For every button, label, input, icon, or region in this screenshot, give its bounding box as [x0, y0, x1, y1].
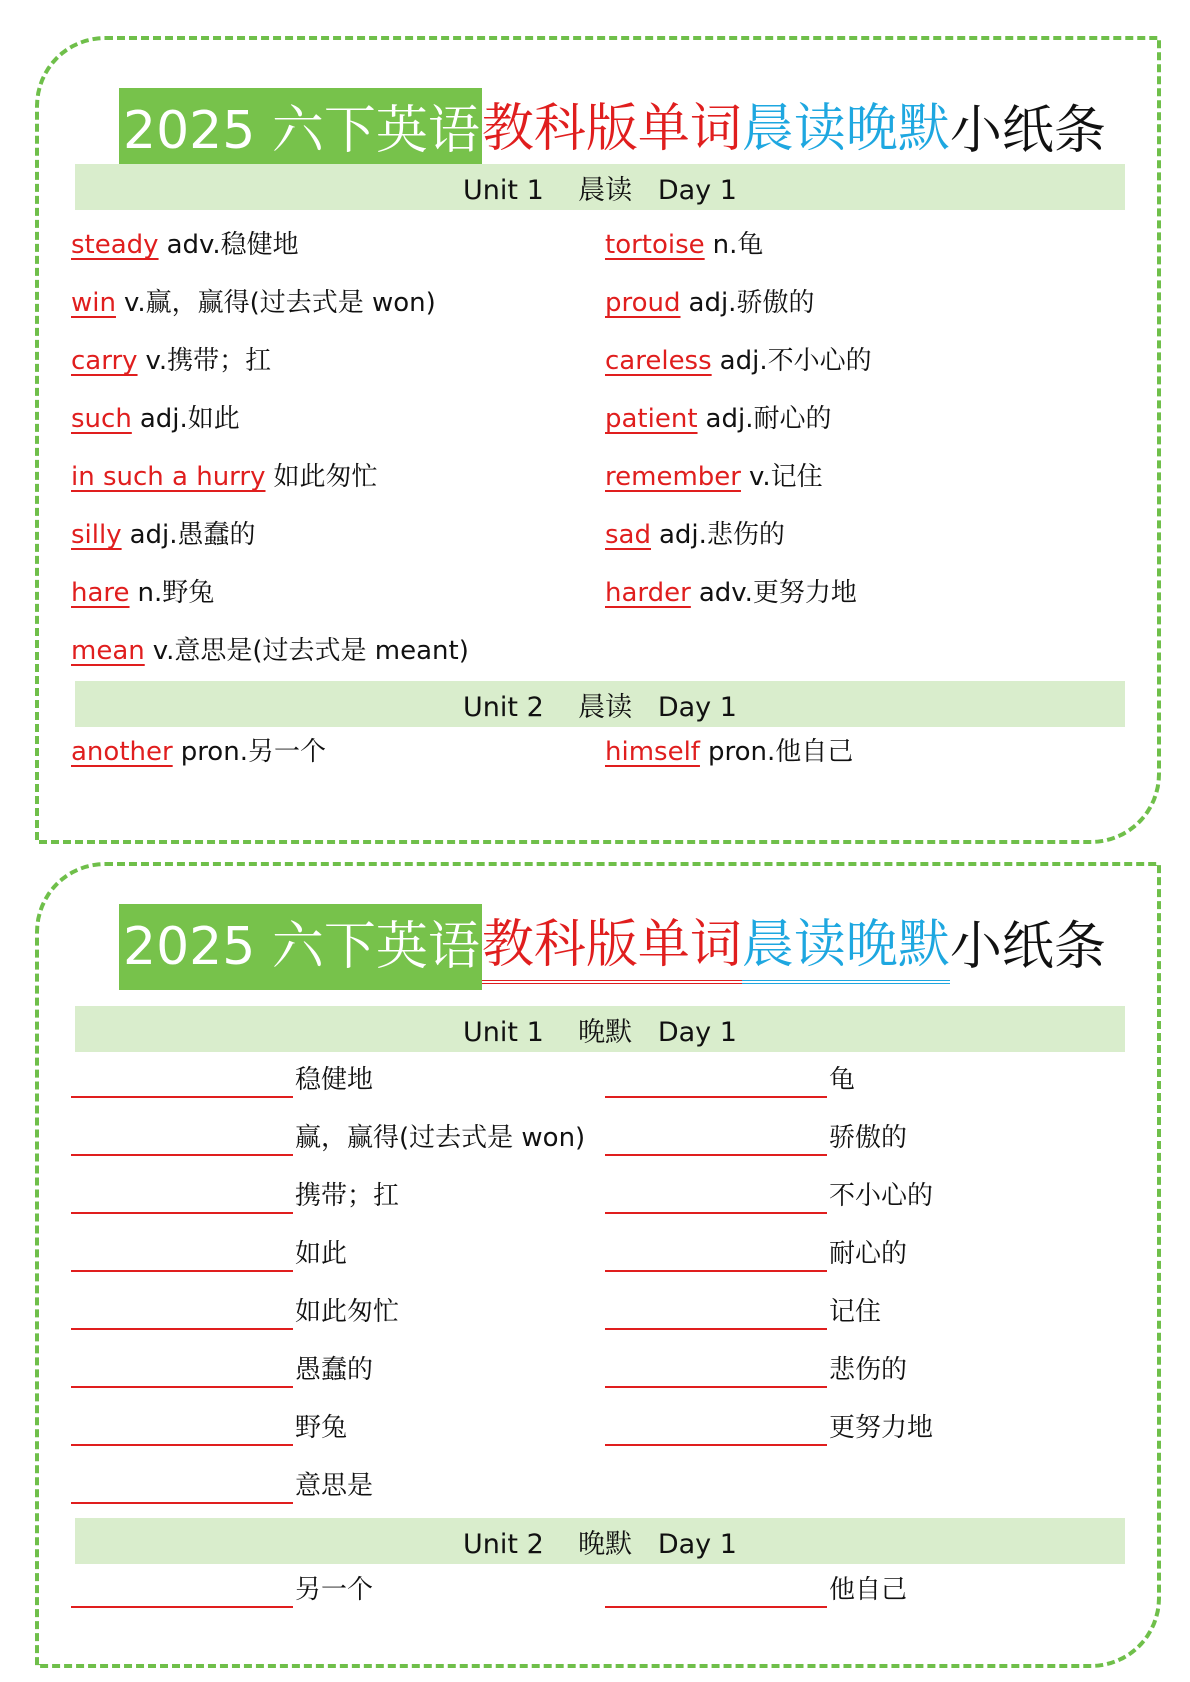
dictation-meaning: 记住: [829, 1297, 882, 1327]
vocab-item: [71, 633, 469, 669]
title-part-textbook: 教科版单词: [482, 94, 742, 168]
unit1-dictation-header: Unit 1 晚默 Day 1: [75, 1006, 1125, 1052]
vocab-word: careless: [605, 346, 712, 376]
vocab-item: [605, 343, 872, 379]
answer-blank[interactable]: [605, 1576, 827, 1608]
dictation-item: [605, 1352, 907, 1388]
dictation-meaning: 如此: [295, 1239, 348, 1269]
vocab-meaning: v.赢，赢得(过去式是 won): [123, 288, 436, 318]
vocab-word: tortoise: [605, 230, 705, 260]
vocab-meaning: adj.耐心的: [705, 404, 832, 434]
vocab-item: [605, 285, 814, 321]
dictation-item: [605, 1410, 933, 1446]
vocab-meaning: 如此匆忙: [273, 462, 378, 492]
vocab-word: in such a hurry: [71, 462, 266, 492]
dictation-item: [71, 1120, 585, 1156]
vocab-word: remember: [605, 462, 741, 492]
vocab-meaning: n.龟: [712, 230, 764, 260]
vocab-item: [71, 227, 299, 263]
unit1-reading-header: Unit 1 晨读 Day 1: [75, 164, 1125, 210]
vocab-word: mean: [71, 636, 145, 666]
dictation-item: [605, 1294, 881, 1330]
vocab-meaning: adj.愚蠢的: [129, 520, 256, 550]
answer-blank[interactable]: [71, 1414, 293, 1446]
vocab-item: [71, 734, 326, 770]
dictation-item: [605, 1120, 907, 1156]
answer-blank[interactable]: [71, 1576, 293, 1608]
vocab-meaning: n.野兔: [137, 578, 215, 608]
answer-blank[interactable]: [605, 1298, 827, 1330]
title-part-read-dictate: 晨读晚默: [742, 94, 950, 168]
dictation-item: [71, 1468, 373, 1504]
vocab-word: sad: [605, 520, 651, 550]
vocab-item: [71, 343, 271, 379]
dictation-meaning: 更努力地: [829, 1413, 934, 1443]
vocab-word: harder: [605, 578, 691, 608]
evening-dictation-card: [35, 862, 1161, 1668]
vocab-item: [71, 575, 214, 611]
vocab-meaning: pron.另一个: [180, 737, 326, 767]
title-part-year-grade: 2025 六下英语: [119, 904, 482, 990]
title-part-year-grade: 2025 六下英语: [119, 88, 482, 174]
dictation-meaning: 不小心的: [829, 1181, 934, 1211]
answer-blank[interactable]: [71, 1472, 293, 1504]
vocab-word: patient: [605, 404, 698, 434]
unit2-reading-header: Unit 2 晨读 Day 1: [75, 681, 1125, 727]
vocab-word: steady: [71, 230, 159, 260]
vocab-word: hare: [71, 578, 130, 608]
dictation-item: [71, 1178, 399, 1214]
dictation-item: [71, 1410, 347, 1446]
dictation-meaning: 愚蠢的: [295, 1355, 374, 1385]
answer-blank[interactable]: [71, 1240, 293, 1272]
vocab-word: such: [71, 404, 132, 434]
dictation-meaning: 如此匆忙: [295, 1297, 400, 1327]
vocab-word: carry: [71, 346, 138, 376]
title-part-slip: 小纸条: [949, 917, 1106, 977]
dictation-meaning: 赢，赢得(过去式是 won): [295, 1123, 586, 1153]
answer-blank[interactable]: [605, 1124, 827, 1156]
vocab-meaning: adj.如此: [139, 404, 240, 434]
vocab-item: [605, 227, 763, 263]
vocab-meaning: v.记住: [748, 462, 823, 492]
dictation-item: [71, 1572, 373, 1608]
vocab-meaning: adj.悲伤的: [658, 520, 785, 550]
dictation-meaning: 携带；扛: [295, 1181, 400, 1211]
vocab-item: [605, 734, 853, 770]
title-part-textbook: 教科版单词: [482, 910, 742, 984]
vocab-meaning: adj.不小心的: [719, 346, 872, 376]
vocab-item: [71, 401, 240, 437]
vocab-item: [605, 401, 831, 437]
answer-blank[interactable]: [605, 1356, 827, 1388]
dictation-item: [71, 1294, 399, 1330]
dictation-meaning: 另一个: [295, 1575, 374, 1605]
vocab-meaning: pron.他自己: [707, 737, 854, 767]
dictation-meaning: 耐心的: [829, 1239, 908, 1269]
dictation-item: [71, 1062, 373, 1098]
vocab-meaning: adv.稳健地: [166, 230, 299, 260]
answer-blank[interactable]: [605, 1240, 827, 1272]
vocab-word: another: [71, 737, 173, 767]
vocab-item: [71, 285, 436, 321]
dictation-meaning: 骄傲的: [829, 1123, 908, 1153]
answer-blank[interactable]: [605, 1414, 827, 1446]
vocab-meaning: adv.更努力地: [698, 578, 857, 608]
dictation-item: [605, 1178, 933, 1214]
answer-blank[interactable]: [71, 1124, 293, 1156]
dictation-item: [71, 1352, 373, 1388]
dictation-item: [605, 1572, 907, 1608]
vocab-meaning: v.携带；扛: [145, 346, 272, 376]
dictation-item: [71, 1236, 347, 1272]
vocab-word: himself: [605, 737, 700, 767]
vocab-word: silly: [71, 520, 122, 550]
dictation-item: [605, 1062, 855, 1098]
dictation-meaning: 野兔: [295, 1413, 348, 1443]
dictation-meaning: 悲伤的: [829, 1355, 908, 1385]
dictation-meaning: 意思是: [295, 1471, 374, 1501]
vocab-item: [605, 459, 823, 495]
title-part-read-dictate: 晨读晚默: [742, 910, 950, 984]
answer-blank[interactable]: [71, 1182, 293, 1214]
morning-reading-card: [35, 36, 1161, 844]
dictation-meaning: 他自己: [829, 1575, 908, 1605]
vocab-meaning: v.意思是(过去式是 meant): [152, 636, 469, 666]
vocab-word: win: [71, 288, 116, 318]
vocab-word: proud: [605, 288, 681, 318]
answer-blank[interactable]: [605, 1182, 827, 1214]
vocab-item: [71, 517, 256, 553]
vocab-meaning: adj.骄傲的: [688, 288, 815, 318]
answer-blank[interactable]: [71, 1066, 293, 1098]
unit2-dictation-header: Unit 2 晚默 Day 1: [75, 1518, 1125, 1564]
answer-blank[interactable]: [71, 1356, 293, 1388]
answer-blank[interactable]: [71, 1298, 293, 1330]
card-title: [119, 88, 1106, 174]
title-part-slip: 小纸条: [949, 101, 1106, 161]
card-title: [119, 904, 1106, 990]
answer-blank[interactable]: [605, 1066, 827, 1098]
vocab-item: [605, 517, 785, 553]
dictation-meaning: 龟: [829, 1065, 856, 1095]
dictation-meaning: 稳健地: [295, 1065, 374, 1095]
vocab-item: [605, 575, 857, 611]
vocab-item: [71, 459, 378, 495]
dictation-item: [605, 1236, 907, 1272]
